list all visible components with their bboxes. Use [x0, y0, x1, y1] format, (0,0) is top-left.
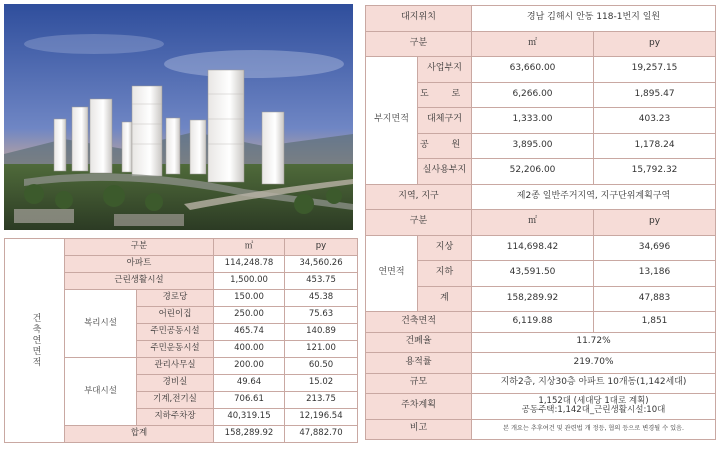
row-label: 아파트 — [65, 256, 214, 273]
parking-line-1: 1,152대 (세대당 1대로 계획) — [538, 395, 649, 406]
row-label: 지상 — [418, 235, 472, 261]
cell-m2: 114,248.78 — [214, 256, 285, 273]
floor-header-py: py — [594, 210, 716, 236]
column-header-label: 구분 — [65, 239, 214, 256]
cell-m2: 114,698.42 — [472, 235, 594, 261]
table-row — [366, 235, 716, 261]
group-label-auxiliary: 부대시설 — [65, 358, 137, 426]
parking-value — [472, 394, 716, 420]
building-area-m2: 6,119.88 — [472, 312, 594, 333]
row-label: 공 원 — [418, 133, 472, 159]
cell-py: 75.63 — [285, 307, 358, 324]
cell-m2: 200.00 — [214, 358, 285, 375]
far-label: 용적률 — [366, 353, 472, 374]
site-header-label: 구분 — [366, 31, 472, 57]
cell-m2: 3,895.00 — [472, 133, 594, 159]
row-label: 사업부지 — [418, 57, 472, 83]
cell-m2: 150.00 — [214, 290, 285, 307]
cell-py: 12,196.54 — [285, 409, 358, 426]
row-label: 지하주차장 — [137, 409, 214, 426]
table-row — [366, 82, 716, 108]
group-label-welfare: 복리시설 — [65, 290, 137, 358]
cell-py: 15,792.32 — [594, 159, 716, 185]
cell-py: 47,883 — [594, 286, 716, 312]
cell-m2: 40,319.15 — [214, 409, 285, 426]
apartment-render-image — [4, 4, 353, 230]
location-value: 경남 김해시 안동 118-1번지 일원 — [472, 6, 716, 32]
row-label: 근린생활시설 — [65, 273, 214, 290]
cell-m2: 250.00 — [214, 307, 285, 324]
table-row — [366, 210, 716, 236]
column-header-m2: ㎡ — [214, 239, 285, 256]
coverage-label: 건폐율 — [366, 332, 472, 353]
table-row — [366, 394, 716, 420]
cell-py: 34,696 — [594, 235, 716, 261]
cell-py: 453.75 — [285, 273, 358, 290]
project-overview-table — [365, 5, 716, 440]
cell-py: 15.02 — [285, 375, 358, 392]
cell-py: 13,186 — [594, 261, 716, 287]
table-row — [366, 261, 716, 287]
cell-py: 140.89 — [285, 324, 358, 341]
cell-m2: 52,206.00 — [472, 159, 594, 185]
row-label: 지하 — [418, 261, 472, 287]
cell-m2: 706.61 — [214, 392, 285, 409]
table-row — [366, 31, 716, 57]
cell-m2: 49.64 — [214, 375, 285, 392]
row-label: 경로당 — [137, 290, 214, 307]
apartment-render-illustration — [4, 4, 353, 230]
total-py: 47,882.70 — [285, 426, 358, 443]
table-row — [366, 332, 716, 353]
cell-py: 403.23 — [594, 108, 716, 134]
total-m2: 158,289.92 — [214, 426, 285, 443]
zoning-value: 제2종 일반주거지역, 지구단위계획구역 — [472, 184, 716, 210]
cell-py: 1,895.47 — [594, 82, 716, 108]
cell-py: 45.38 — [285, 290, 358, 307]
cell-m2: 158,289.92 — [472, 286, 594, 312]
cell-py: 213.75 — [285, 392, 358, 409]
cell-py: 60.50 — [285, 358, 358, 375]
table-row — [366, 312, 716, 333]
cell-py: 121.00 — [285, 341, 358, 358]
zoning-label: 지역, 지구 — [366, 184, 472, 210]
table-row — [366, 133, 716, 159]
cell-m2: 465.74 — [214, 324, 285, 341]
site-header-m2: ㎡ — [472, 31, 594, 57]
row-label: 대체구거 — [418, 108, 472, 134]
row-label: 경비실 — [137, 375, 214, 392]
total-label: 합계 — [65, 426, 214, 443]
table-side-label: 건축연면적 — [5, 239, 65, 443]
site-header-py: py — [594, 31, 716, 57]
row-label: 계 — [418, 286, 472, 312]
far-value: 219.70% — [472, 353, 716, 374]
table-row — [366, 6, 716, 32]
floor-header-m2: ㎡ — [472, 210, 594, 236]
table-row — [366, 159, 716, 185]
cell-m2: 1,500.00 — [214, 273, 285, 290]
scale-value: 지하2층, 지상30층 아파트 10개동(1,142세대) — [472, 373, 716, 394]
table-row — [366, 108, 716, 134]
remarks-label: 비고 — [366, 419, 472, 440]
parking-line-2: 공동주택:1,142대_근린생활시설:10대 — [521, 405, 666, 416]
cell-m2: 43,591.50 — [472, 261, 594, 287]
cell-m2: 63,660.00 — [472, 57, 594, 83]
table-row — [366, 286, 716, 312]
row-label: 주민공동시설 — [137, 324, 214, 341]
scale-label: 규모 — [366, 373, 472, 394]
cell-py: 1,178.24 — [594, 133, 716, 159]
cell-m2: 400.00 — [214, 341, 285, 358]
floor-header-label: 구분 — [366, 210, 472, 236]
floor-area-label: 연면적 — [366, 235, 418, 312]
row-label: 실사용부지 — [418, 159, 472, 185]
remarks-value: 본 개요는 추후여건 및 관련법 개 정등, 협의 등으로 변경될 수 있음. — [472, 419, 716, 440]
row-label: 관리사무실 — [137, 358, 214, 375]
building-area-py: 1,851 — [594, 312, 716, 333]
floor-area-table — [4, 238, 358, 443]
cell-py: 34,560.26 — [285, 256, 358, 273]
table-row — [366, 419, 716, 440]
coverage-value: 11.72% — [472, 332, 716, 353]
row-label: 기계,전기실 — [137, 392, 214, 409]
site-area-label: 부지면적 — [366, 57, 418, 185]
row-label: 어린이집 — [137, 307, 214, 324]
parking-label: 주차계획 — [366, 394, 472, 420]
cell-m2: 1,333.00 — [472, 108, 594, 134]
column-header-py: py — [285, 239, 358, 256]
location-label: 대지위치 — [366, 6, 472, 32]
cell-py: 19,257.15 — [594, 57, 716, 83]
table-row — [366, 353, 716, 374]
row-label: 주민운동시설 — [137, 341, 214, 358]
cell-m2: 6,266.00 — [472, 82, 594, 108]
building-area-label: 건축면적 — [366, 312, 472, 333]
table-row — [366, 57, 716, 83]
table-row — [366, 184, 716, 210]
row-label: 도 로 — [418, 82, 472, 108]
table-row — [366, 373, 716, 394]
